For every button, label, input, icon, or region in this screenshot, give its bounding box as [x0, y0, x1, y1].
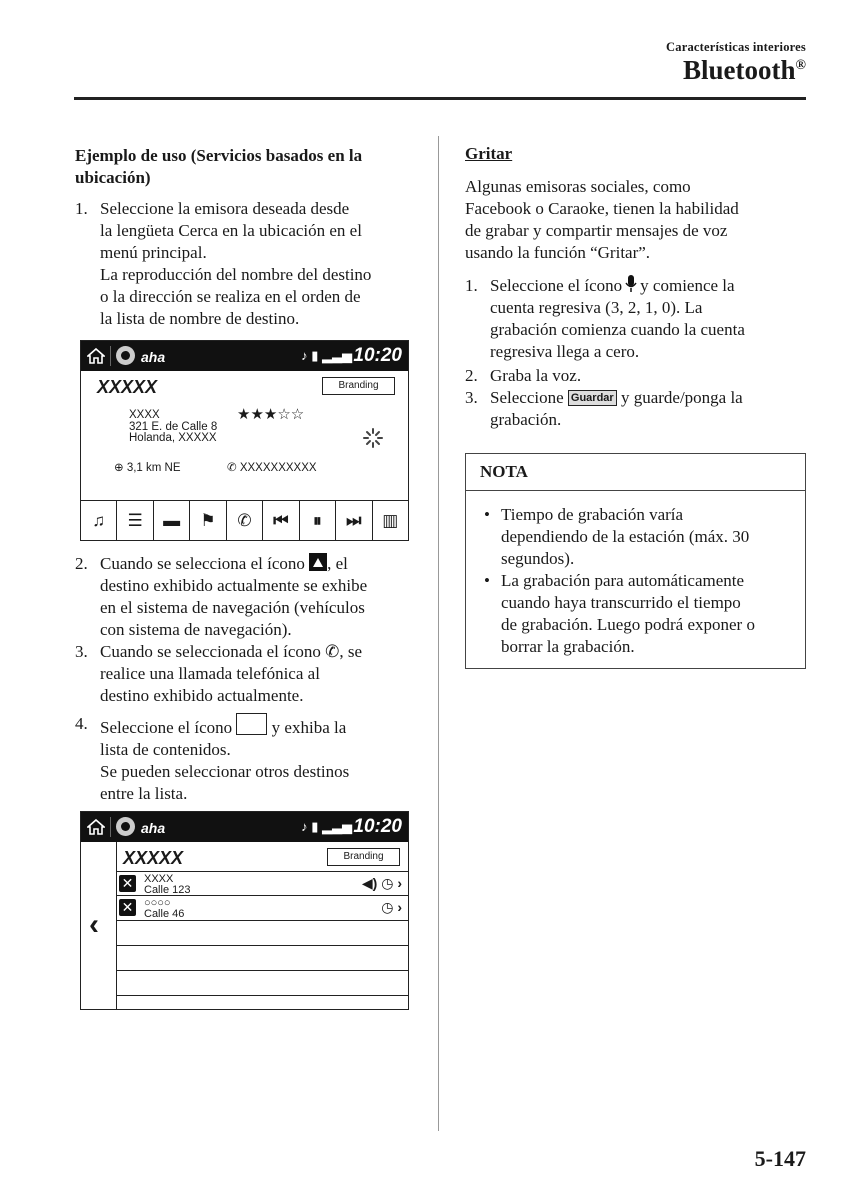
bullet-mark: • — [484, 505, 490, 524]
signal-icons: ♪ ▮ ▂▃▅ — [301, 819, 352, 834]
topbar-separator — [110, 346, 111, 366]
nota-bullet-1: Tiempo de grabación varía dependiendo de la estación (máx. 30 segundos). — [501, 505, 750, 568]
previous-button[interactable]: ⏮ — [263, 501, 299, 540]
status-bar — [81, 812, 408, 842]
list-item[interactable] — [116, 871, 408, 896]
guardar-button: Guardar — [568, 390, 617, 406]
left-step-4: 4. Seleccione el ícono y exhiba la lista de contenidos. Se pueden seleccionar otros destinos entre la lista. — [75, 714, 350, 803]
station-title: XXXXX — [123, 848, 184, 868]
map-button[interactable]: ⚑ — [190, 501, 226, 540]
control-bar — [81, 500, 408, 540]
branding-box: Branding — [327, 848, 400, 866]
section-title: Características interiores — [666, 40, 806, 54]
folder-icon — [236, 713, 267, 735]
compass-icon: ⊕ — [114, 462, 127, 474]
status-bar — [81, 341, 408, 371]
distance-info: ⊕ 3,1 km NE — [114, 462, 181, 474]
list-button[interactable]: ☰ — [117, 501, 153, 540]
aha-screen-now-playing — [80, 340, 409, 541]
phone-info: ✆ XXXXXXXXXX — [227, 462, 317, 474]
left-step-1: 1. Seleccione la emisora deseada desde la lengüeta Cerca en la ubicación en el menú principal. La reproducción del nombre del destino o la dirección se realiza en el orden de la lista de nombre de destino. — [75, 199, 372, 328]
bullet-mark: • — [484, 571, 490, 590]
list-item-empty — [116, 921, 408, 946]
row-action-icons[interactable]: ◀) ◷ › — [361, 875, 402, 891]
aha-app-icon — [116, 346, 135, 365]
home-icon[interactable] — [87, 818, 105, 836]
list-item[interactable] — [116, 896, 408, 921]
chapter-title: Bluetooth® — [683, 55, 806, 85]
back-arrow-icon[interactable]: ‹ — [89, 908, 99, 941]
phone-icon: ✆ — [227, 462, 240, 474]
call-button[interactable]: ✆ — [227, 501, 263, 540]
equalizer-button[interactable]: ▥ — [382, 510, 399, 530]
nota-bullet-2: La grabación para automáticamente cuando haya transcurrido el tiempo de grabación. Luego podrá exponer o borrar la grabación. — [501, 571, 755, 656]
music-button[interactable]: ♫ — [81, 501, 117, 540]
destination-address: XXXX 321 E. de Calle 8 Holanda, XXXXX — [129, 409, 218, 444]
folder-button[interactable]: ▬ — [154, 501, 190, 540]
branding-box: Branding — [322, 377, 395, 395]
list-item-text: XXXX Calle 123 — [144, 873, 191, 896]
phone-icon: ✆ — [325, 642, 340, 662]
row-action-icons[interactable]: ◷ › — [381, 899, 402, 915]
clock: 10:20 — [353, 816, 402, 837]
signal-icons: ♪ ▮ ▂▃▅ — [301, 348, 352, 363]
nota-title: NOTA — [466, 454, 805, 491]
station-title: XXXXX — [97, 377, 158, 397]
app-name: aha — [141, 349, 166, 365]
header-rule — [74, 97, 806, 100]
page-number: 5-147 — [754, 1146, 806, 1171]
next-button[interactable]: ⏭ — [336, 501, 372, 540]
aha-screen-list — [80, 811, 409, 1010]
right-step-1: 1. Seleccione el ícono y comience la cuenta regresiva (3, 2, 1, 0). La grabación comienza cuando la cuenta regresiva llega a cero. — [465, 276, 745, 361]
list-item-empty — [116, 946, 408, 971]
home-icon[interactable] — [87, 347, 105, 365]
gritar-heading: Gritar — [465, 144, 513, 163]
example-heading: Ejemplo de uso (Servicios basados en la ubicación) — [75, 146, 363, 187]
column-divider — [438, 136, 439, 1131]
loading-spinner-icon — [362, 427, 384, 449]
nota-box — [465, 453, 806, 669]
microphone-icon — [624, 275, 638, 293]
rating-stars[interactable]: ★★★☆☆ — [237, 406, 305, 423]
destination-x-icon: ✕ — [119, 875, 136, 892]
app-name: aha — [141, 820, 166, 836]
destination-x-icon: ✕ — [119, 899, 136, 916]
right-step-2: 2. Graba la voz. — [465, 366, 582, 385]
list-item-text: ○○○○ Calle 46 — [144, 897, 185, 920]
gritar-intro: Algunas emisoras sociales, como Facebook o Caraoke, tienen la habilidad de grabar y compartir mensajes de voz usando la función “Gritar”. — [465, 177, 739, 262]
map-icon — [309, 553, 327, 571]
aha-app-icon — [116, 817, 135, 836]
topbar-separator — [110, 817, 111, 837]
right-step-3: 3. Seleccione Guardar y guarde/ponga la grabación. — [465, 388, 743, 429]
left-step-3: 3. Cuando se seleccionada el ícono ✆, se realice una llamada telefónica al destino exhibido actualmente. — [75, 642, 363, 705]
list-item-empty — [116, 971, 408, 996]
pause-button[interactable]: ⏸ — [300, 501, 336, 540]
left-step-2: 2. Cuando se selecciona el ícono , el destino exhibido actualmente se exhibe en el sistema de navegación (vehículos con sistema de navegación). — [75, 554, 368, 639]
clock: 10:20 — [353, 345, 402, 366]
